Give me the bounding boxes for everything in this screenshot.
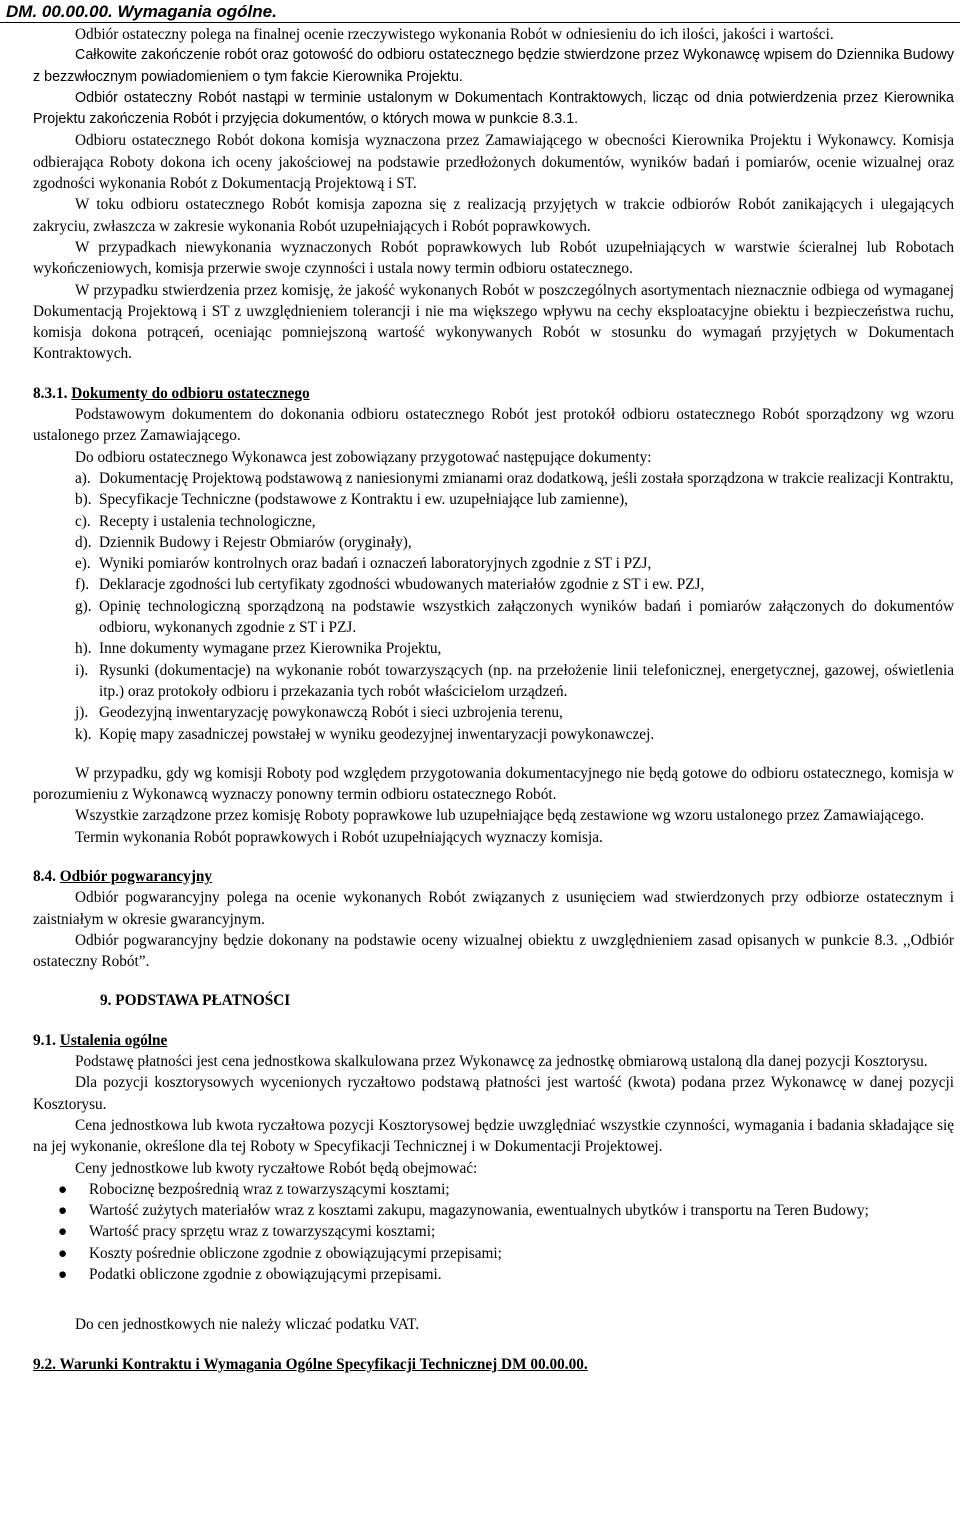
section-91-paragraph-4: Ceny jednostkowe lub kwoty ryczałtowe Robót będą obejmować: (75, 1159, 478, 1177)
list-item: k). Kopię mapy zasadniczej powstałej w wyniku geodezyjnej inwentaryzacji powykonawczej. (75, 725, 655, 743)
list-item: d). Dziennik Budowy i Rejestr Obmiarów (oryginały), (75, 533, 412, 551)
list-item: ● Wartość zużytych materiałów wraz z kosztami zakupu, magazynowania, ewentualnych ubytków i transportu na Teren Budowy; (33, 1200, 954, 1221)
list-item: ● Koszty pośrednie obliczone zgodnie z obowiązującymi przepisami; (33, 1243, 954, 1264)
list-item: j). Geodezyjną inwentaryzację powykonawczą Robót i sieci uzbrojenia terenu, (75, 704, 563, 722)
section-9-heading: 9. PODSTAWA PŁATNOŚCI (100, 992, 291, 1010)
list-item: ● Wartość pracy sprzętu wraz z towarzyszącymi kosztami; (33, 1221, 954, 1242)
section-831-paragraph-3: W przypadku, gdy wg komisji Roboty pod względem przygotowania dokumentacyjnego nie będą gotowe do odbioru ostatecznego, komisja w porozumieniu z Wykonawcą wyznaczy ponowny termin odbioru ostatecznego Robót. (33, 764, 954, 804)
list-item: b). Specyfikacje Techniczne (podstawowe z Kontraktu i ew. uzupełniające lub zamienne), (75, 491, 628, 509)
section-831-title: Dokumenty do odbioru ostatecznego (71, 384, 310, 402)
intro-paragraph-1: Odbiór ostateczny polega na finalnej ocenie rzeczywistego wykonania Robót w odniesieniu do ich ilości, jakości i wartości. (75, 26, 834, 43)
section-831-paragraph-4: Wszystkie zarządzone przez komisję Roboty poprawkowe lub uzupełniające będą zestawione wg wzoru ustalonego przez Zamawiającego. (75, 807, 925, 825)
list-item: g). Opinię technologiczną sporządzoną na podstawie wszystkich załączonych wyników badań i pomiarów załączonych do dokumentów odbioru, wykonanych zgodnie z ST i PZJ. (75, 597, 954, 637)
section-91-number: 9.1. (33, 1031, 56, 1049)
section-91-paragraph-1: Podstawę płatności jest cena jednostkowa skalkulowana przez Wykonawcę za jednostkę obmiarową ustaloną dla danej pozycji Kosztorysu. (75, 1053, 928, 1071)
bullet-icon: ● (58, 1244, 68, 1262)
section-84-paragraph-2: Odbiór pogwarancyjny będzie dokonany na podstawie oceny wizualnej obiektu z uwzględnieniem zasad opisanych w punkcie 8.3. ,,Odbiór ostateczny Robót”. (33, 931, 954, 971)
intro-paragraph-2: Całkowite zakończenie robót oraz gotowość do odbioru ostatecznego będzie stwierdzone przez Wykonawcę wpisem do Dziennika Budowy z bezzwłocznym powiadomieniem o tym fakcie Kierownika Projektu. (33, 47, 954, 85)
list-item: e). Wyniki pomiarów kontrolnych oraz badań i oznaczeń laboratoryjnych zgodnie z ST i PZJ, (75, 555, 652, 573)
intro-paragraph-3: Odbiór ostateczny Robót nastąpi w terminie ustalonym w Dokumentach Kontraktowych, licząc od dnia potwierdzenia przez Kierownika Projektu zakończenia Robót i przyjęcia dokumentów, o których mowa w punkcie 8.3.1. (33, 89, 954, 128)
list-item: i). Rysunki (dokumentacje) na wykonanie robót towarzyszących (np. na przełożenie linii telefonicznej, energetycznej, gazowej, oświetlenia itp.) oraz protokoły odbioru i przekazania tych robót właścicielom urządzeń. (75, 661, 954, 700)
bullet-icon: ● (58, 1266, 68, 1284)
section-84-number: 8.4. (33, 867, 56, 885)
header-rule (0, 22, 960, 23)
list-item: ● Podatki obliczone zgodnie z obowiązującymi przepisami. (33, 1264, 954, 1285)
list-item: f). Deklaracje zgodności lub certyfikaty zgodności wbudowanych materiałów zgodnie z ST i ew. PZJ, (75, 576, 705, 594)
section-91-paragraph-5: Do cen jednostkowych nie należy wliczać podatku VAT. (75, 1316, 420, 1334)
documents-list (33, 468, 954, 745)
section-92-number: 9.2. (33, 1355, 56, 1373)
section-831-paragraph-2: Do odbioru ostatecznego Wykonawca jest zobowiązany przygotować następujące dokumenty: (75, 448, 652, 466)
bullet-icon: ● (58, 1180, 68, 1198)
list-item: ● Robociznę bezpośrednią wraz z towarzyszącymi kosztami; (33, 1179, 954, 1200)
section-92-title: Warunki Kontraktu i Wymagania Ogólne Specyfikacji Technicznej DM 00.00.00. (59, 1355, 588, 1373)
section-84-title: Odbiór pogwarancyjny (59, 867, 213, 885)
section-831-heading (33, 383, 954, 404)
document-body (33, 24, 954, 1375)
intro-paragraph-4: Odbioru ostatecznego Robót dokona komisja wyznaczona przez Zamawiającego w obecności Kierownika Projektu i Wykonawcy. Komisja odbierająca Roboty dokona ich oceny jakościowej na podstawie przedłożonych dokumentów, wyników badań i pomiarów, ocenie wizualnej oraz zgodności wykonania Robót z Dokumentacją Projektową i ST. (33, 132, 954, 193)
bullet-icon: ● (58, 1223, 68, 1241)
bullet-icon: ● (58, 1202, 68, 1220)
section-831-paragraph-1: Podstawowym dokumentem do dokonania odbioru ostatecznego Robót jest protokół odbioru ostatecznego Robót sporządzony wg wzoru ustalonego przez Zamawiającego. (33, 406, 954, 445)
section-84-paragraph-1: Odbiór pogwarancyjny polega na ocenie wykonanych Robót związanych z usunięciem wad stwierdzonych przy odbiorze ostatecznym i zaistniałym w okresie gwarancyjnym. (33, 889, 954, 928)
section-91-paragraph-3: Cena jednostkowa lub kwota ryczałtowa pozycji Kosztorysowej będzie uwzględniać wszystkie czynności, wymagania i badania składające się na jej wykonanie, określone dla tej Roboty w Specyfikacji Technicznej i w Dokumentacji Projektowej. (33, 1116, 954, 1156)
cost-components-list (33, 1179, 954, 1285)
list-item: a). Dokumentację Projektową podstawową z naniesionymi zmianami oraz dodatkową, jeśli została sporządzona w trakcie realizacji Kontraktu, (75, 469, 954, 487)
section-91-heading (33, 1030, 954, 1051)
section-831-number: 8.3.1. (33, 384, 68, 402)
section-92-heading (33, 1354, 954, 1375)
intro-paragraph-5: W toku odbioru ostatecznego Robót komisja zapozna się z realizacją przyjętych w trakcie odbiorów Robót zanikających i ulegających zakryciu, zwłaszcza w zakresie wykonania Robót uzupełniających i Robót poprawkowych. (33, 196, 954, 235)
section-84-heading (33, 866, 954, 887)
section-91-title: Ustalenia ogólne (59, 1031, 168, 1049)
section-831-paragraph-5: Termin wykonania Robót poprawkowych i Robót uzupełniających wyznaczy komisja. (75, 828, 603, 846)
list-item: c). Recepty i ustalenia technologiczne, (75, 512, 316, 530)
intro-paragraph-7: W przypadku stwierdzenia przez komisję, że jakość wykonanych Robót w poszczególnych asortymentach nieznacznie odbiega od wymaganej Dokumentacją Projektową i ST z uwzględnieniem tolerancji i nie ma większego wpływu na cechy eksploatacyjne obiektu i bezpieczeństwa ruchu, komisja dokona potrąceń, oceniając pomniejszoną wartość wykonywanych Robót w stosunku do wymagań przyjętych w Dokumentach Kontraktowych. (33, 281, 954, 363)
page-header: DM. 00.00.00. Wymagania ogólne. (6, 2, 277, 21)
intro-paragraph-6: W przypadkach niewykonania wyznaczonych Robót poprawkowych lub Robót uzupełniających w warstwie ścieralnej lub Robotach wykończeniowych, komisja przerwie swoje czynności i ustala nowy termin odbioru ostatecznego. (33, 238, 954, 278)
section-91-paragraph-2: Dla pozycji kosztorysowych wycenionych ryczałtowo podstawą płatności jest wartość (kwota) podana przez Wykonawcę w danej pozycji Kosztorysu. (33, 1074, 954, 1113)
list-item: h). Inne dokumenty wymagane przez Kierownika Projektu, (75, 640, 442, 658)
